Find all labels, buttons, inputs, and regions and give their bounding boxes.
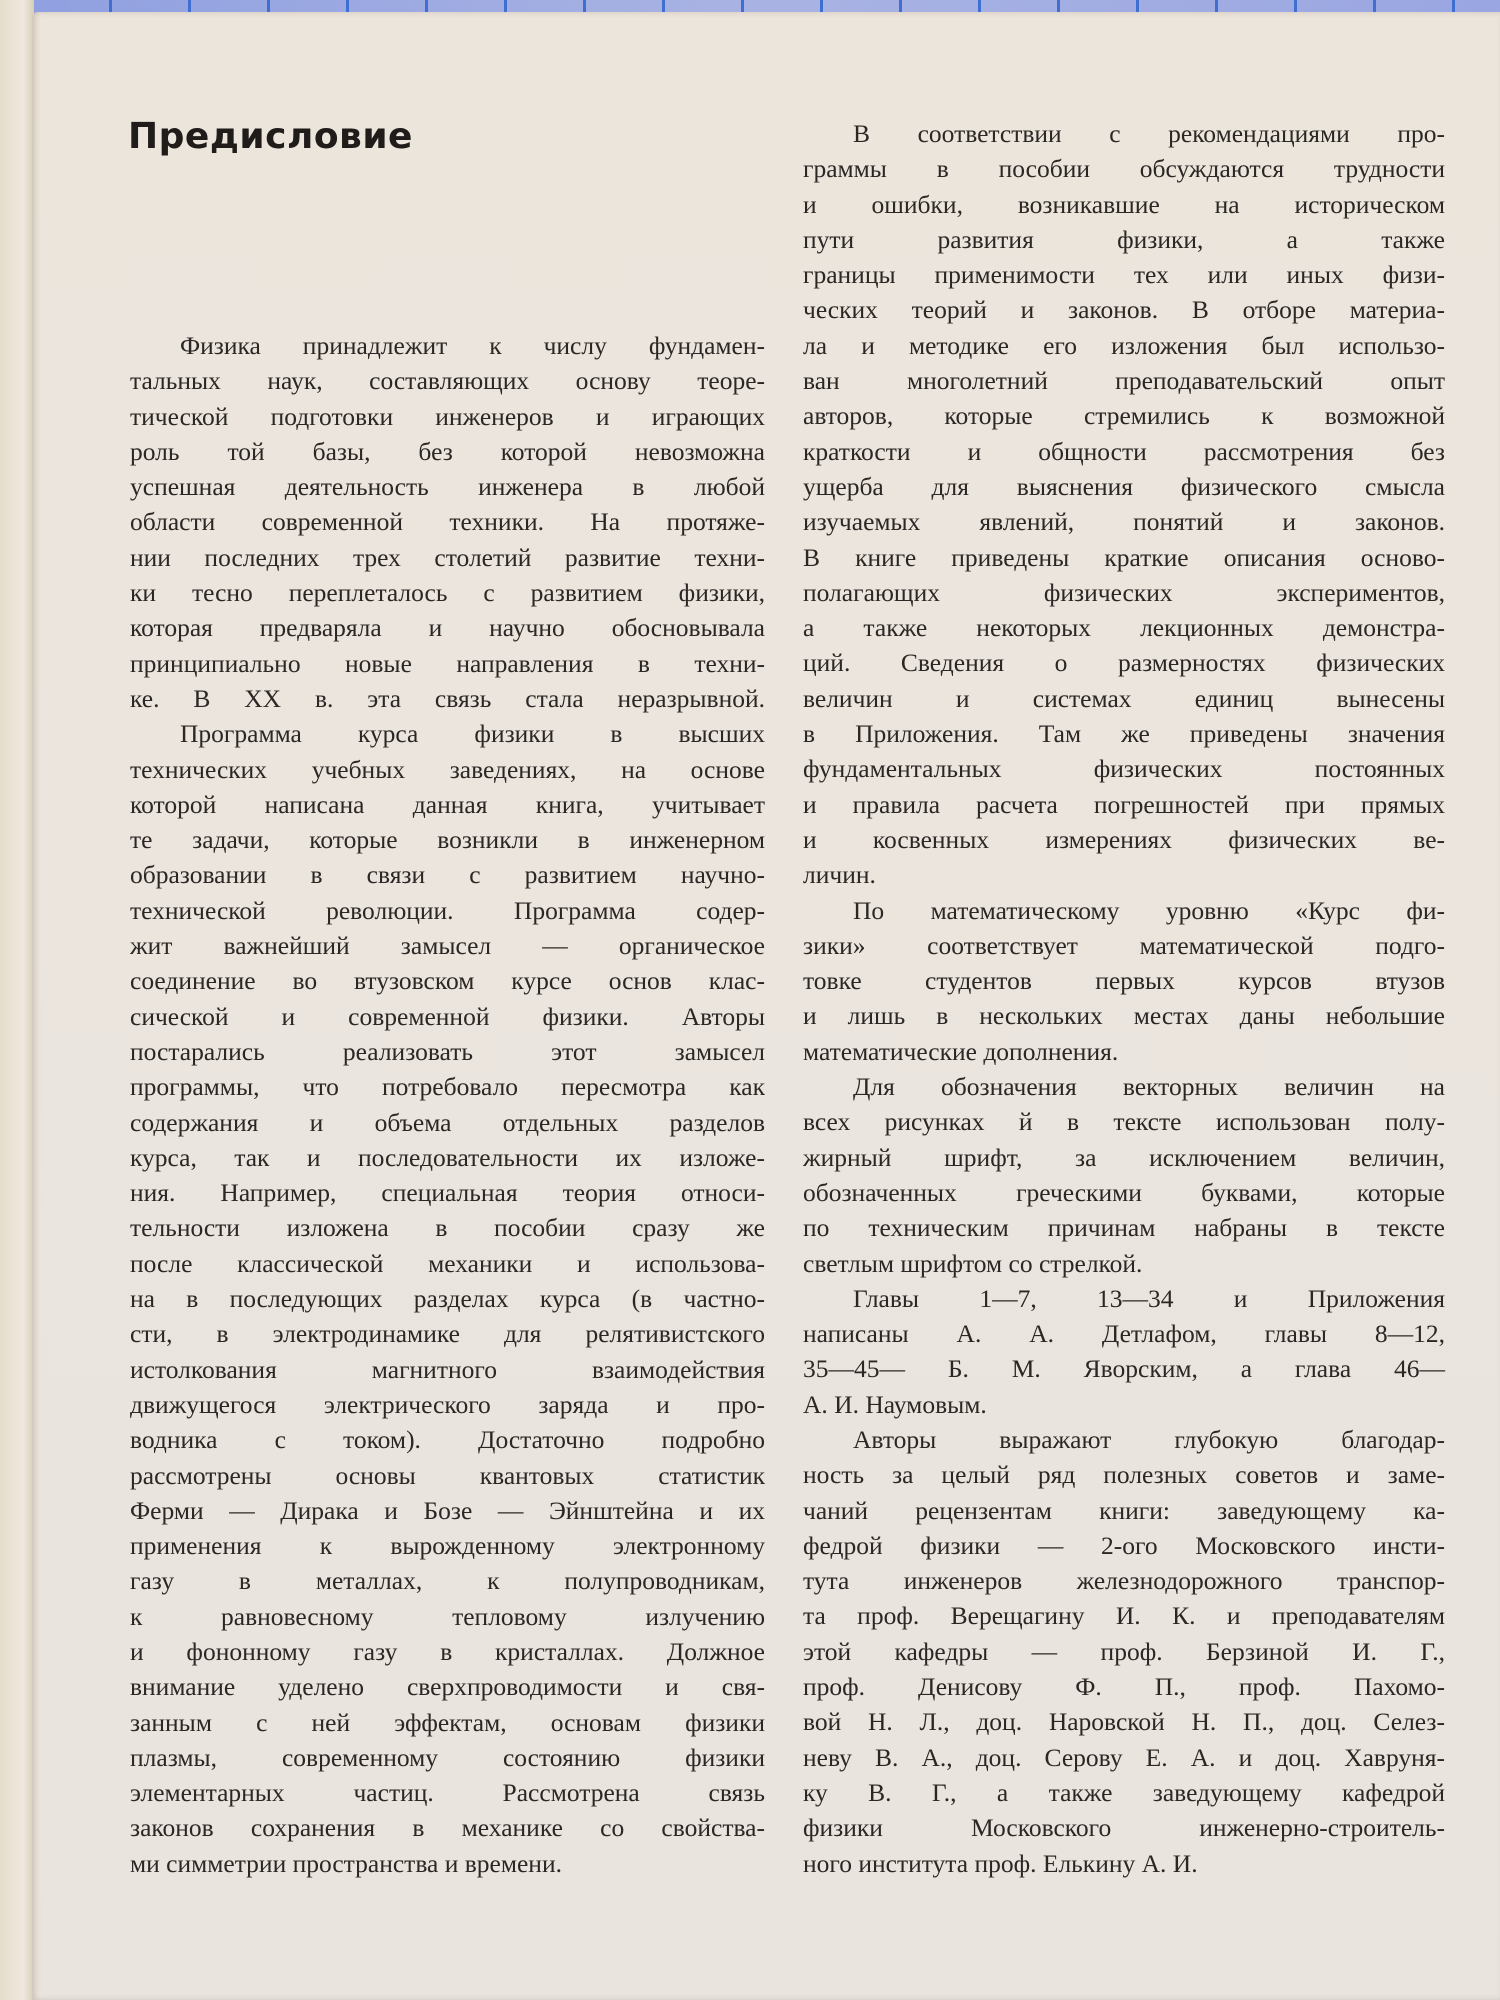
text-line: пути развития физики, а также	[803, 224, 1445, 254]
text-line: тальных наук, составляющих основу теоре-	[130, 366, 765, 396]
text-line: ность за целый ряд полезных советов и заме-	[803, 1460, 1445, 1490]
text-line: тута инженеров железнодорожного транспор-	[803, 1566, 1445, 1596]
ruler-tick	[741, 0, 744, 12]
text-line: тической подготовки инженеров и играющих	[130, 401, 765, 431]
text-line: обозначенных греческими буквами, которые	[803, 1177, 1445, 1207]
text-line: плазмы, современному состоянию физики	[130, 1742, 765, 1772]
text-line: ван многолетний преподавательский опыт	[803, 366, 1445, 396]
text-line: Для обозначения векторных величин на	[853, 1072, 1445, 1102]
text-line: зики» соответствует математической подго-	[803, 930, 1445, 960]
text-line: авторов, которые стремились к возможной	[803, 401, 1445, 431]
text-line: этой кафедры — проф. Берзиной И. Г.,	[803, 1636, 1445, 1666]
text-line: сической и современной физики. Авторы	[130, 1001, 765, 1031]
text-line: ке. В XX в. эта связь стала неразрывной.	[130, 683, 765, 713]
previous-page-edge	[0, 0, 34, 2000]
ruler-tick	[188, 0, 191, 12]
left-text-column	[130, 328, 765, 1881]
text-line: после классической механики и использова-	[130, 1248, 765, 1278]
text-line: технических учебных заведениях, на основе	[130, 754, 765, 784]
text-line: математические дополнения.	[803, 1036, 1119, 1066]
text-line: ми симметрии пространства и времени.	[130, 1848, 562, 1878]
text-line: содержания и объема отдельных разделов	[130, 1107, 765, 1137]
text-line: всех рисунках й в тексте использован полу-	[803, 1107, 1445, 1137]
text-line: физики Московского инженерно-строитель-	[803, 1813, 1445, 1843]
text-line: граммы в пособии обсуждаются трудности	[803, 154, 1445, 184]
text-line: успешная деятельность инженера в любой	[130, 472, 765, 502]
text-line: области современной техники. На протяже-	[130, 507, 765, 537]
text-line: ку В. Г., а также заведующему кафедрой	[803, 1777, 1445, 1807]
text-line: водника с током). Достаточно подробно	[130, 1425, 765, 1455]
text-line: элементарных частиц. Рассмотрена связь	[130, 1778, 765, 1808]
ruler-tick	[820, 0, 823, 12]
ruler-tick	[583, 0, 586, 12]
text-line: По математическому уровню «Курс фи-	[853, 895, 1445, 925]
ruler-tick	[109, 0, 112, 12]
text-line: В соответствии с рекомендациями про-	[853, 119, 1445, 148]
text-line: и ошибки, возникавшие на историческом	[803, 189, 1445, 219]
text-line: и фононному газу в кристаллах. Должное	[130, 1636, 765, 1666]
text-line: роль той базы, без которой невозможна	[130, 436, 765, 466]
ruler-tick	[662, 0, 665, 12]
ruler-tick	[1215, 0, 1218, 12]
text-line: 35—45— Б. М. Яворским, а глава 46—	[803, 1354, 1445, 1384]
ruler-tick	[978, 0, 981, 12]
text-line: курса, так и последовательности их изложе-	[130, 1142, 765, 1172]
ruler-tick	[1452, 0, 1455, 12]
text-line: на в последующих разделах курса (в частно-	[130, 1284, 765, 1314]
text-line: изучаемых явлений, понятий и законов.	[803, 507, 1445, 537]
ruler-tick	[1294, 0, 1297, 12]
text-line: товке студентов первых курсов втузов	[803, 966, 1445, 996]
text-line: Программа курса физики в высших	[180, 719, 765, 749]
text-line: федрой физики — 2-ого Московского инсти-	[803, 1530, 1445, 1560]
text-line: технической революции. Программа содер-	[130, 895, 765, 925]
text-line: законов сохранения в механике со свойства-	[130, 1813, 765, 1843]
text-line: и косвенных измерениях физических ве-	[803, 824, 1445, 854]
text-line: Авторы выражают глубокую благодар-	[853, 1424, 1445, 1454]
text-line: применения к вырожденному электронному	[130, 1531, 765, 1561]
text-line: вой Н. Л., доц. Наровской Н. П., доц. Селез-	[803, 1707, 1445, 1737]
text-line: истолкования магнитного взаимодействия	[130, 1354, 765, 1384]
text-line: образовании в связи с развитием научно-	[130, 860, 765, 890]
ruler-tick	[1057, 0, 1060, 12]
text-line: газу в металлах, к полупроводникам,	[130, 1566, 765, 1596]
text-line: принципиально новые направления в техни-	[130, 648, 765, 678]
text-line: ций. Сведения о размерностях физических	[803, 648, 1445, 678]
text-line: чаний рецензентам книги: заведующему ка-	[803, 1495, 1445, 1525]
text-line: сти, в электродинамике для релятивистского	[130, 1319, 765, 1349]
text-line: Ферми — Дирака и Бозе — Эйнштейна и их	[130, 1495, 765, 1525]
ruler-tick	[899, 0, 902, 12]
text-line: в Приложения. Там же приведены значения	[803, 719, 1445, 749]
ruler-tick	[346, 0, 349, 12]
text-line: а также некоторых лекционных демонстра-	[803, 613, 1445, 643]
text-line: и лишь в нескольких местах даны небольшие	[803, 1001, 1445, 1031]
ruler-tick	[267, 0, 270, 12]
text-line: рассмотрены основы квантовых статистик	[130, 1460, 765, 1490]
text-line: личин.	[803, 860, 876, 890]
text-line: краткости и общности рассмотрения без	[803, 436, 1445, 466]
text-line: светлым шрифтом со стрелкой.	[803, 1248, 1143, 1278]
text-line: по техническим причинам набраны в тексте	[803, 1213, 1445, 1243]
text-line: которая предваряла и научно обосновывала	[130, 613, 765, 643]
text-line: и правила расчета погрешностей при прямых	[803, 789, 1445, 819]
right-text-column	[803, 116, 1445, 1881]
text-line: ческих теорий и законов. В отборе материа-	[803, 295, 1445, 325]
ruler-tick	[1136, 0, 1139, 12]
text-line: Главы 1—7, 13—34 и Приложения	[853, 1283, 1445, 1313]
text-line: программы, что потребовало пересмотра как	[130, 1072, 765, 1102]
text-line: постарались реализовать этот замысел	[130, 1036, 765, 1066]
text-line: движущегося электрического заряда и про-	[130, 1389, 765, 1419]
text-line: Физика принадлежит к числу фундамен-	[180, 331, 765, 360]
text-line: соединение во втузовском курсе основ клас-	[130, 966, 765, 996]
text-line: ния. Например, специальная теория относи-	[130, 1178, 765, 1208]
text-line: жирный шрифт, за исключением величин,	[803, 1142, 1445, 1172]
text-line: те задачи, которые возникли в инженерном	[130, 825, 765, 855]
text-line: внимание уделено сверхпроводимости и свя-	[130, 1672, 765, 1702]
text-line: проф. Денисову Ф. П., проф. Пахомо-	[803, 1672, 1445, 1702]
text-line: неву В. А., доц. Серову Е. А. и доц. Хавруня-	[803, 1742, 1445, 1772]
text-line: та проф. Верещагину И. К. и преподавателям	[803, 1601, 1445, 1631]
text-line: которой написана данная книга, учитывает	[130, 789, 765, 819]
text-line: В книге приведены краткие описания осново-	[803, 542, 1445, 572]
text-line: к равновесному тепловому излучению	[130, 1601, 765, 1631]
text-line: А. И. Наумовым.	[803, 1389, 987, 1419]
text-line: нии последних трех столетий развитие техни-	[130, 542, 765, 572]
text-line: фундаментальных физических постоянных	[803, 754, 1445, 784]
ruler-tick	[425, 0, 428, 12]
text-line: границы применимости тех или иных физи-	[803, 260, 1445, 290]
text-line: полагающих физических экспериментов,	[803, 577, 1445, 607]
text-line: занным с ней эффектам, основам физики	[130, 1707, 765, 1737]
text-line: величин и системах единиц вынесены	[803, 683, 1445, 713]
text-line: тельности изложена в пособии сразу же	[130, 1213, 765, 1243]
ruler-tick	[1373, 0, 1376, 12]
text-line: жит важнейший замысел — органическое	[130, 931, 765, 961]
text-line: ущерба для выяснения физического смысла	[803, 471, 1445, 501]
text-line: ного института проф. Елькину А. И.	[803, 1848, 1198, 1878]
text-line: написаны А. А. Детлафом, главы 8—12,	[803, 1319, 1445, 1349]
page-heading: Предисловие	[128, 116, 413, 157]
ruler-tick	[504, 0, 507, 12]
text-line: ки тесно переплеталось с развитием физики,	[130, 578, 765, 608]
text-line: ла и методике его изложения был использо-	[803, 330, 1445, 360]
